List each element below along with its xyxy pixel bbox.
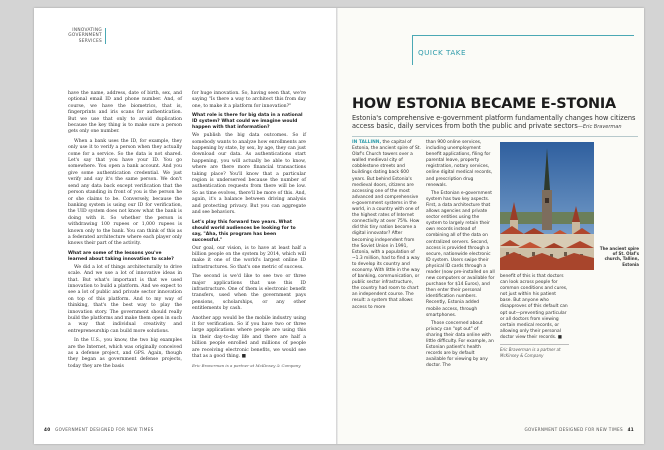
paragraph: Another app would be the mobile industry using it for verification. So if you have two or three large applications where people are using this in their day-to-day life and there are half a billion people enrolled and millions of people are receiving electronic benefits, we would see that as a good thing. ■ <box>192 315 306 359</box>
paragraph: benefit of this is that doctors can look across people for common conditions and cures, not just within his patient base. But anyone who disapproves of this default can opt out—preventing particular or all doctors from viewing certain medical records, or allowing only their personal doctor view their records. ■ <box>500 274 568 340</box>
paragraph: When a bank uses the ID, for example, they only use it to verify a person when they actually come for a service. So the data is not shared. Let's say that you have your ID. You go somewhere. You open a bank account. And you give some authentication credential. We just verify and say it's the same person. We don't send any data back except verification that the person standing in front of you is the person he or she claims to be. Conversely, because the banking system is using our ID for verification, the UID system does not know what the bank is doing with it. So whether the person is withdrawing 100 rupees or 1,000 rupees is known only to the bank. You can think of this as a federated architecture where each player only knows their part of the activity. <box>68 138 182 247</box>
magazine-spread <box>34 8 644 444</box>
article-headline: HOW ESTONIA BECAME E-STONIA <box>352 96 616 112</box>
article-deck <box>352 114 638 132</box>
quick-take-rule-vertical <box>412 35 413 65</box>
footer-title: GOVERNMENT DESIGNED FOR NEW TIMES <box>55 427 154 432</box>
paragraph: The second is we'd like to see two or three major applications that use this ID infrastructure. One of them is electronic benefit transfers, used when the government pays pensions, scholarships, or any other entitlements by cash. <box>192 274 306 312</box>
footer-title: GOVERNMENT DESIGNED FOR NEW TIMES <box>524 427 623 432</box>
quick-take-rule <box>412 35 634 36</box>
right-column-2 <box>426 140 495 371</box>
paragraph: than 900 online services, including unemployment benefit applications, filing for parental leave, property registration, notary services, online digital medical records, and prescription drug renewals. <box>426 140 493 188</box>
lead-in: IN TALLINN, <box>352 140 382 145</box>
interview-question: What are some of the lessons you've learned about taking innovation to scale? <box>68 250 174 262</box>
author-credit: Eric Braverman is a partner at McKinsey & Company <box>192 363 301 369</box>
paragraph <box>352 140 421 311</box>
page-number: 41 <box>627 427 634 432</box>
interview-question: Let's play this forward two years. What should world audiences be looking for to say, "Aha, this program has been successful." <box>192 219 296 243</box>
paragraph: for huge innovation. So, having seen that, we're saying "Is there a way to architect this from day one, to make it a platform for innovation?" <box>192 91 306 109</box>
paragraph: Those concerned about privacy can "opt out" of sharing their data online with little difficulty. For example, an Estonian patient's health records are by default available for viewing by any doctor. The <box>426 320 494 369</box>
caption-text: The ancient spire of St. Olaf's church, Tallinn, Estonia <box>599 246 639 267</box>
byline: —Eric Braverman <box>577 124 622 131</box>
quick-take-label: QUICK TAKE <box>418 48 467 57</box>
paragraph: We publish the big data outcomes. So if somebody wants to analyze how enrollments are happening by state, by sex, by age, they can just download our data. As authentications start happening, you will actually be able to know, where are there more financial transactions taking place? You'll know that a particular region is underserved because the number of authentication requests from there will be low. So as time evolves, there'll be more of this. And, again, it's a balance between driving analysis and protecting privacy. But you can aggregate and see behaviors. <box>192 133 306 216</box>
paragraph: We did a lot of things architecturally to drive scale. And we use a lot of innovative ideas in that. But what's important is that we used innovation to build a platform. And we expect to see a lot of public and private sector innovation on top of this platform. And to my way of thinking, that's the best way to play the innovation story. The government should really build the platforms and make them open in such a way that individual creativity and entrepreneurship can build more solutions. <box>68 264 182 334</box>
interview-question: What role is there for big data in a national ID system? What could we imagine would happen with that information? <box>192 113 303 131</box>
tallinn-skyline-photo <box>500 142 594 270</box>
paragraph-text: the capital of Estonia, the ancient spire of St. Olaf's Church towers over a walled medieval city of cobblestone streets and buildings dating back 600 years. But behind Estonia's medieval doors, citizens are accessing one of the most advanced and comprehensive e-government systems in the world, in a country with one of the highest rates of Internet connectivity at over 75%. How did this tiny nation become a digital innovator? After becoming independent from the Soviet Union in 1991, Estonia, with a population of ~1.3 million, had to find a way to develop its country and economy. With little in the way of banking, communication, or public sector infrastructure, the country had room to chart an independent course. The result: a system that allows access to more <box>352 140 421 310</box>
deck-text: Estonia's comprehensive e-government platform fundamentally changes how citizens access basic, daily services from both the public and private sectors <box>352 114 636 131</box>
right-column-3 <box>500 274 569 361</box>
photo-caption <box>599 246 639 267</box>
page-number: 40 <box>44 427 51 432</box>
right-footer <box>524 427 634 432</box>
section-tag <box>44 28 106 44</box>
left-footer <box>44 427 154 432</box>
section-tag-line: GOVERNMENT <box>68 33 102 39</box>
left-column-1 <box>68 91 182 373</box>
paragraph: Our goal, our vision, is to have at least half a billion people on the system by 2014, which will make it one of the world's largest online ID infrastructures. So that's one metric of success. <box>192 245 306 270</box>
paragraph: The Estonian e-government system has two key aspects. First, a data architecture that allows agencies and private sector entities using the system to largely retain their own records instead of combining all of the data on centralized servers. Second, access is provided through a secure, nationwide electronic ID system. Users swipe their physical ID cards through a reader (now pre-installed on all new computers or available for purchase for $14 Euros), and then enter their personal identification numbers. Recently, Estonia added mobile access, through smartphones. <box>426 190 495 318</box>
tallinn-skyline-illustration <box>500 142 594 270</box>
left-column-2 <box>192 91 306 373</box>
author-credit: Eric Braverman is a partner at McKinsey & Company <box>500 344 569 359</box>
section-tag-line: SERVICES <box>78 38 102 44</box>
paragraph: have the name, address, date of birth, sex, and optional email ID and phone number. And, of course, we have the biometrics, that is, fingerprints and iris scans for authentication. But we use that only to avoid duplication because the key thing is to make sure a person gets only one number. <box>68 91 182 135</box>
deck-divider <box>352 136 638 137</box>
paragraph: In the U.S., you know, the two big examples are the Internet, which was originally conceived as a defense project, and GPS. Again, though they began as government defense projects, today they are the basis <box>68 338 182 369</box>
left-page <box>34 8 336 444</box>
right-page <box>338 8 644 444</box>
section-tag-line: INNOVATING <box>72 28 102 33</box>
right-column-1 <box>352 140 421 313</box>
